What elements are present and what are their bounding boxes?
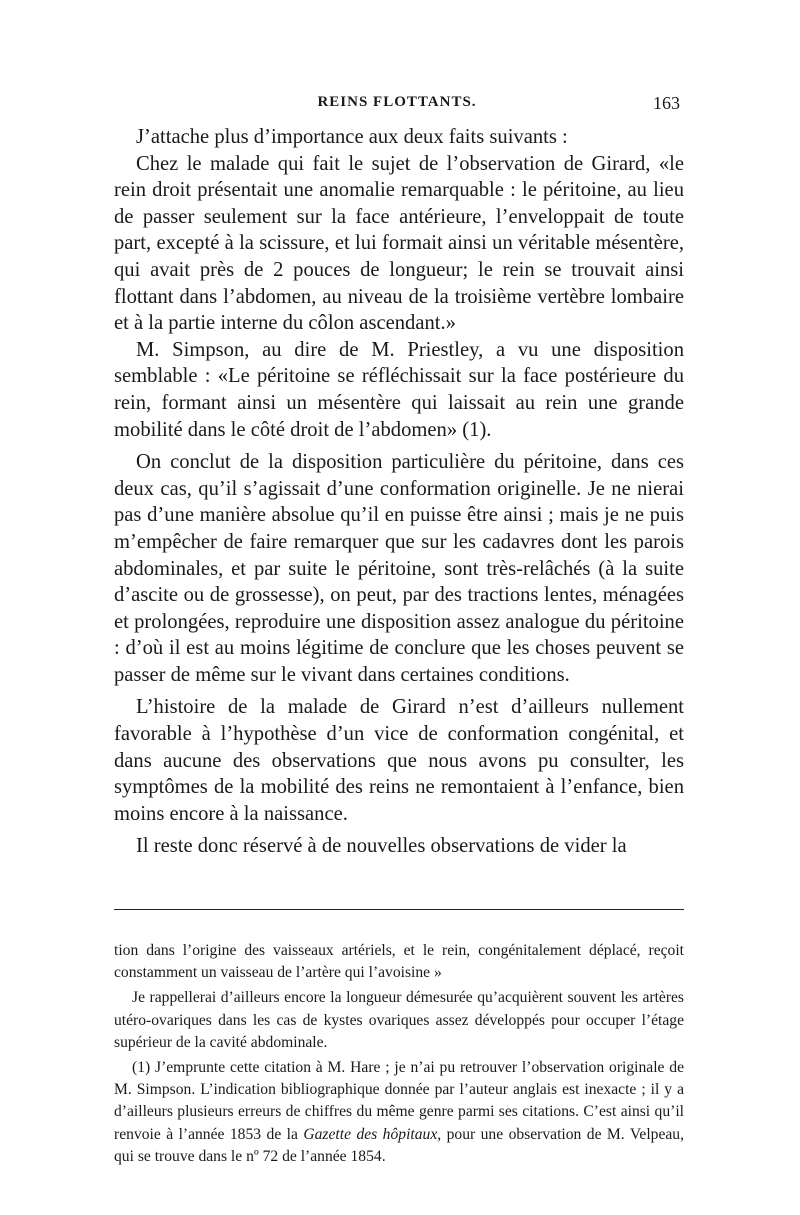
paragraph-5: L’histoire de la malade de Girard n’est d’ailleurs nullement favorable à l’hypothèse d’un vice de conformation congénital, et dans aucune des observations que nous avons pu consulter, les symptômes de la mobilité des reins ne remontaient à l’enfance, bien moins encore à la naissance. [114,696,684,825]
footnotes [114,940,684,1168]
footnote-1 [114,1057,684,1168]
running-title: REINS FLOTTANTS. [317,94,477,110]
main-text [114,124,684,860]
paragraph-6: Il reste donc réservé à de nouvelles observations de vider la [136,835,627,858]
footnote-paragraph: Je rappellerai d’ailleurs encore la longueur démesurée qu’acquièrent souvent les artères utéro-ovariques dans les cas de kystes ovariques assez développés pour occuper l’étage supérieur de la cavité abdominale. [114,989,684,1051]
paragraph-4: On conclut de la disposition particulière du péritoine, dans ces deux cas, qu’il s’agissait d’une conformation originelle. Je ne nierai pas d’une manière absolue qu’il en puisse être ainsi ; mais je ne puis m’empêcher de faire remarquer que sur les cadavres dont les parois abdominales, et par suite le péritoine, sont très-relâchés (à la suite d’ascite ou de grossesse), on peut, par des tractions lentes, ménagées et prolongées, reproduire une disposition assez analogue du péritoine : d’où il est au moins légitime de conclure que les choses peuvent se passer de même sur le vivant dans certaines conditions. [114,451,684,686]
running-head [114,94,680,118]
footnote-continuation: tion dans l’origine des vaisseaux artériels, et le rein, congénitalement déplacé, reçoit constamment un vaisseau de l’artère qui l’avoisine » [114,942,684,982]
paragraph-2: Chez le malade qui fait le sujet de l’observation de Girard, «le rein droit présentait une anomalie remarquable : le péritoine, au lieu de passer seulement sur la face antérieure, l’enveloppait de toute part, excepté à la scissure, et lui formait ainsi un véritable mésentère, qui avait près de 2 pouces de longueur; le rein se trouvait ainsi flottant dans l’abdomen, au niveau de la troisième vertèbre lombaire et à la partie interne du côlon ascendant.» [114,152,684,335]
footnote-1-text: (1) J’emprunte cette citation à M. Hare ; je n’ai pu retrouver l’observation originale de M. Simpson. L’indication bibliographique donnée par l’auteur anglais est inexacte ; il y a d’ailleurs plusieurs erreurs de chiffres du même genre parmi ses citations. C’est ainsi qu’il renvoie à l’année 1853 de la [114,1059,684,1143]
journal-title: Gazette des hôpitaux, [303,1125,442,1143]
paragraph-3: M. Simpson, au dire de M. Priestley, a vu une disposition semblable : «Le péritoine se réfléchissait sur la face postérieure du rein, formant ainsi un mésentère qui laissait au rein une grande mobilité dans le côté droit de l’abdomen» (1). [114,338,684,441]
page-number: 163 [653,93,680,113]
footnote-1-end: pour une observation de M. Velpeau, qui se trouve dans le nº 72 de l’année 1854. [114,1125,684,1165]
paragraph-1: J’attache plus d’importance aux deux faits suivants : [136,126,568,148]
footnote-rule [114,909,684,910]
